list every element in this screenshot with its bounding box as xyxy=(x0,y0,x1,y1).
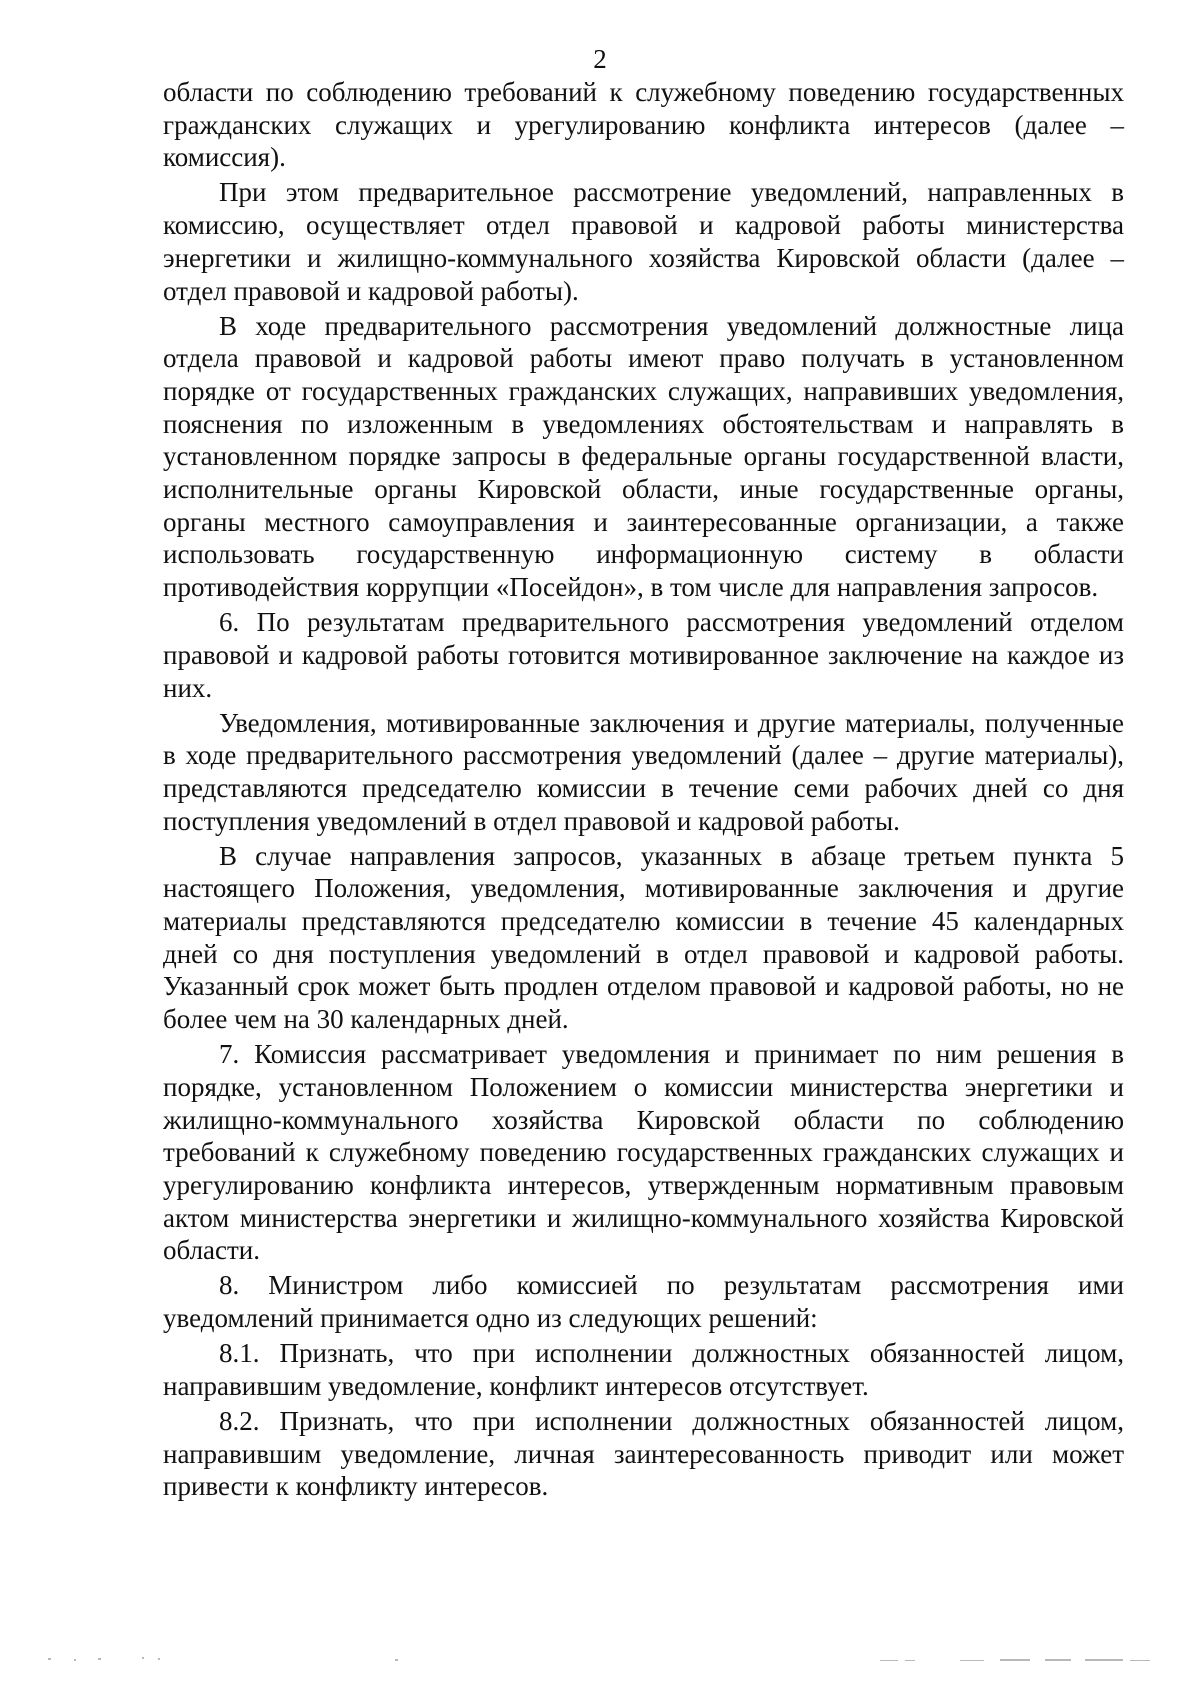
page-number: 2 xyxy=(593,44,607,74)
paragraph-preliminary-review: При этом предварительное рассмотрение уведомлений, направленных в комиссию, осуществляет отдел правовой и кадровой работы министерства энергетики и жилищно-коммунального хозяйства Кировской области (далее – отдел правовой и кадровой работы). xyxy=(163,177,1124,306)
paragraph-continuation: области по соблюдению требований к служебному поведению государственных гражданских служащих и урегулированию конфликта интересов (далее – комиссия). xyxy=(163,77,1124,173)
paragraph-item-7: 7. Комиссия рассматривает уведомления и принимает по ним решения в порядке, установленном Положением о комиссии министерства энергетики и жилищно-коммунального хозяйства Кировской области по соблюдению требований к служебному поведению государственных гражданских служащих и урегулированию конфликта интересов, утвержденным нормативным правовым актом министерства энергетики и жилищно-коммунального хозяйства Кировской области. xyxy=(163,1039,1124,1266)
paragraph-requests-deadline: В случае направления запросов, указанных в абзаце третьем пункта 5 настоящего Положения, уведомления, мотивированные заключения и другие материалы представляются председателю комиссии в течение 45 календарных дней со дня поступления уведомлений в отдел правовой и кадровой работы. Указанный срок может быть продлен отделом правовой и кадровой работы, но не более чем на 30 календарных дней. xyxy=(163,840,1124,1035)
paragraph-official-rights: В ходе предварительного рассмотрения уведомлений должностные лица отдела правовой и кадровой работы имеют право получать в установленном порядке от государственных гражданских служащих, направивших уведомления, пояснения по изложенным в уведомлениях обстоятельствам и направлять в установленном порядке запросы в федеральные органы государственной власти, исполнительные органы Кировской области, иные государственные органы, органы местного самоуправления и заинтересованные организации, а также использовать государственную информационную систему в области противодействия коррупции «Посейдон», в том числе для направления запросов. xyxy=(163,310,1124,603)
scan-artifacts xyxy=(0,1652,1200,1666)
paragraph-item-8-1: 8.1. Признать, что при исполнении должностных обязанностей лицом, направившим уведомление, конфликт интересов отсутствует. xyxy=(163,1338,1124,1401)
paragraph-materials-submission: Уведомления, мотивированные заключения и другие материалы, полученные в ходе предварительного рассмотрения уведомлений (далее – другие материалы), представляются председателю комиссии в течение семи рабочих дней со дня поступления уведомлений в отдел правовой и кадровой работы. xyxy=(163,707,1124,836)
paragraph-item-6: 6. По результатам предварительного рассмотрения уведомлений отделом правовой и кадровой работы готовится мотивированное заключение на каждое из них. xyxy=(163,607,1124,703)
document-body xyxy=(163,76,1124,1505)
paragraph-item-8-2: 8.2. Признать, что при исполнении должностных обязанностей лицом, направившим уведомление, личная заинтересованность приводит или может привести к конфликту интересов. xyxy=(163,1405,1124,1502)
paragraph-item-8: 8. Министром либо комиссией по результатам рассмотрения ими уведомлений принимается одно из следующих решений: xyxy=(163,1270,1124,1334)
